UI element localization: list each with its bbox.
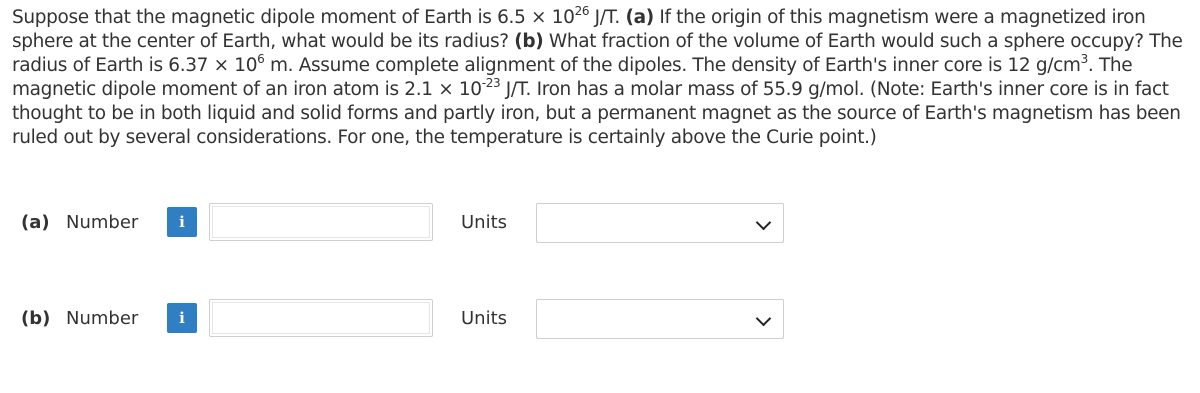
exponent: 6 (257, 51, 265, 66)
number-input-field[interactable] (212, 302, 430, 334)
number-label: Number (66, 308, 139, 329)
units-select-a[interactable] (536, 203, 784, 243)
question-text-segment: m. Assume complete alignment of the dipoles. The density of Earth's inner core is 12 g/cm (264, 55, 1081, 76)
number-input-b[interactable] (209, 299, 433, 337)
exponent: 26 (574, 3, 590, 18)
number-label: Number (66, 212, 139, 233)
part-a-marker: (a) (625, 7, 654, 28)
part-label: (a) (21, 212, 50, 233)
part-b-marker: (b) (514, 31, 544, 52)
units-label: Units (461, 308, 508, 329)
answer-row-a (0, 203, 1200, 243)
number-input-field[interactable] (212, 206, 430, 238)
question-text-segment: J/T. (589, 7, 626, 28)
part-label: (b) (21, 308, 51, 329)
chevron-down-icon (756, 215, 772, 231)
question-text-segment: If the origin of this magnetism were a magnetized iron sphere at the center of Earth, what would be its radius? (12, 7, 1146, 52)
info-icon[interactable]: i (167, 207, 197, 237)
chevron-down-icon (756, 311, 772, 327)
number-input-a[interactable] (209, 203, 433, 241)
question-text-segment: . The magnetic dipole moment of an iron atom is 2.1 × 10 (12, 55, 1133, 100)
question-text-segment: What fraction of the volume of Earth would such a sphere occupy? The radius of Earth is 6.37 × 10 (12, 31, 1183, 76)
units-select-b[interactable] (536, 299, 784, 339)
answer-row-b (0, 299, 1200, 339)
exponent: 3 (1080, 51, 1088, 66)
question-text (12, 3, 1192, 150)
units-label: Units (461, 212, 508, 233)
info-icon[interactable]: i (167, 303, 197, 333)
question-text-segment: Suppose that the magnetic dipole moment of Earth is 6.5 × 10 (12, 7, 575, 28)
exponent: -23 (481, 75, 501, 90)
question-text-segment: J/T. Iron has a molar mass of 55.9 g/mol. (Note: Earth's inner core is in fact thought to be in both liquid and solid forms and partly iron, but a permanent magnet as the source of Earth's magnetism has been ruled out by several considerations. For one, the temperature is certainly above the Curie point.) (12, 79, 1181, 148)
